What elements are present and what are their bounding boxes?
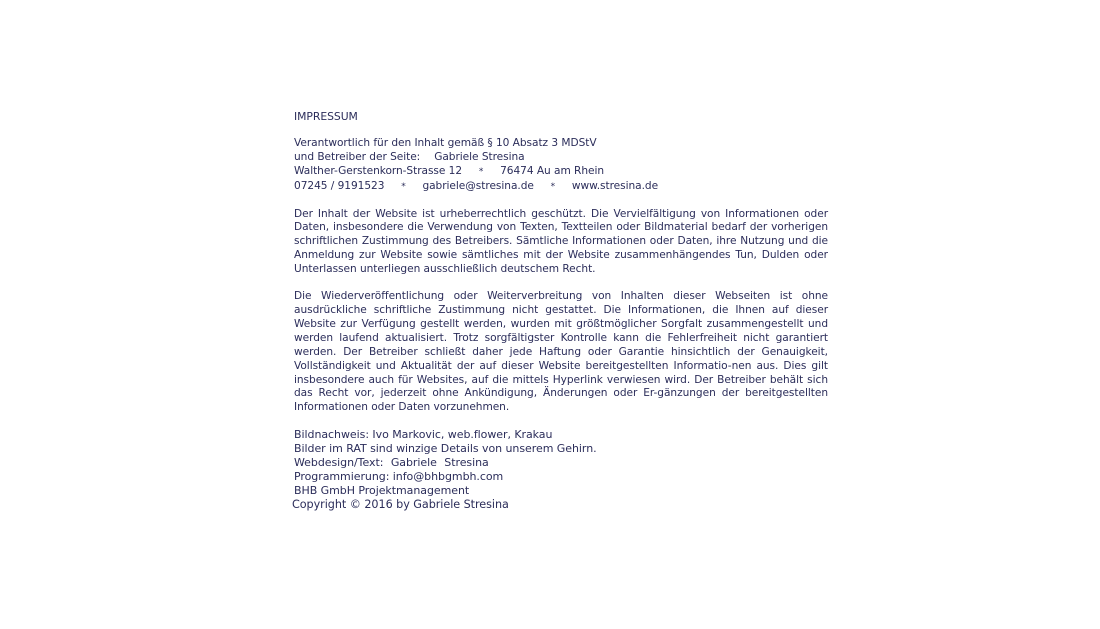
page-title: IMPRESSUM xyxy=(294,110,358,123)
phone-number: 07245 / 9191523 xyxy=(294,179,385,192)
operator-line xyxy=(294,151,828,165)
address-line xyxy=(294,165,828,180)
email-link[interactable]: gabriele@stresina.de xyxy=(422,179,534,192)
copyright-notice: Copyright © 2016 by Gabriele Stresina xyxy=(292,497,509,511)
contact-line xyxy=(294,180,828,195)
copyright-paragraph: Der Inhalt der Website ist urheberrechtlich geschützt. Die Vervielfältigung von Informationen oder Daten, insbesondere die Verwendung von Texten, Textteilen oder Bildmaterial bedarf der vorherigen schriftlichen Zustimmung des Betreibers. Sämtliche Informationen oder Daten, ihre Nutzung und die Anmeldung zur Website sowie sämtliches mit der Website zusammenhängendes Tun, Dulden oder Unterlassen unterliegen ausschließlich deutschem Recht. xyxy=(294,207,828,276)
city: 76474 Au am Rhein xyxy=(500,164,605,177)
separator-star: * xyxy=(401,181,406,192)
separator-star: * xyxy=(478,166,484,177)
responsible-line: Verantwortlich für den Inhalt gemäß § 10 Absatz 3 MDStV xyxy=(294,136,597,149)
webdesign-credit: Webdesign/Text: Gabriele Stresina xyxy=(294,456,489,470)
impressum-content xyxy=(294,110,828,512)
website-link[interactable]: www.stresina.de xyxy=(571,179,659,192)
contact-block xyxy=(294,137,828,195)
liability-paragraph: Die Wiederveröffentlichung oder Weiterverbreitung von Inhalten dieser Webseiten ist ohne ausdrückliche schriftliche Zustimmung nicht gestattet. Die Informationen, die Ihnen auf dieser Website zur Verfügung gestellt werden, wurden mit größtmöglicher Sorgfalt zusammengestellt und werden laufend aktualisiert. Trotz sorgfältigster Kontrolle kann die Fehlerfreiheit nicht garantiert werden. Der Betreiber schließt daher jede Haftung oder Garantie hinsichtlich der Genauigkeit, Vollständigkeit und Aktualität der auf dieser Website bereitgestellten Informatio-nen aus. Dies gilt insbesondere auch für Websites, auf die mittels Hyperlink verwiesen wird. Der Betreiber behält sich das Recht vor, jederzeit ohne Ankündigung, Änderungen oder Er-gänzungen der bereitgestellten Informationen oder Daten vorzunehmen. xyxy=(294,290,828,414)
images-note: Bilder im RAT sind winzige Details von unserem Gehirn. xyxy=(294,442,597,456)
operator-label: und Betreiber der Seite: xyxy=(294,150,421,163)
programming-credit: Programmierung: info@bhbgmbh.com xyxy=(294,469,504,483)
image-credits: Bildnachweis: Ivo Markovic, web.flower, Krakau xyxy=(294,428,553,442)
company-credit: BHB GmbH Projektmanagement xyxy=(294,483,470,497)
credits-block xyxy=(294,428,828,511)
street: Walther-Gerstenkorn-Strasse 12 xyxy=(294,164,463,177)
operator-name: Gabriele Stresina xyxy=(434,150,525,163)
separator-star: * xyxy=(550,181,556,192)
